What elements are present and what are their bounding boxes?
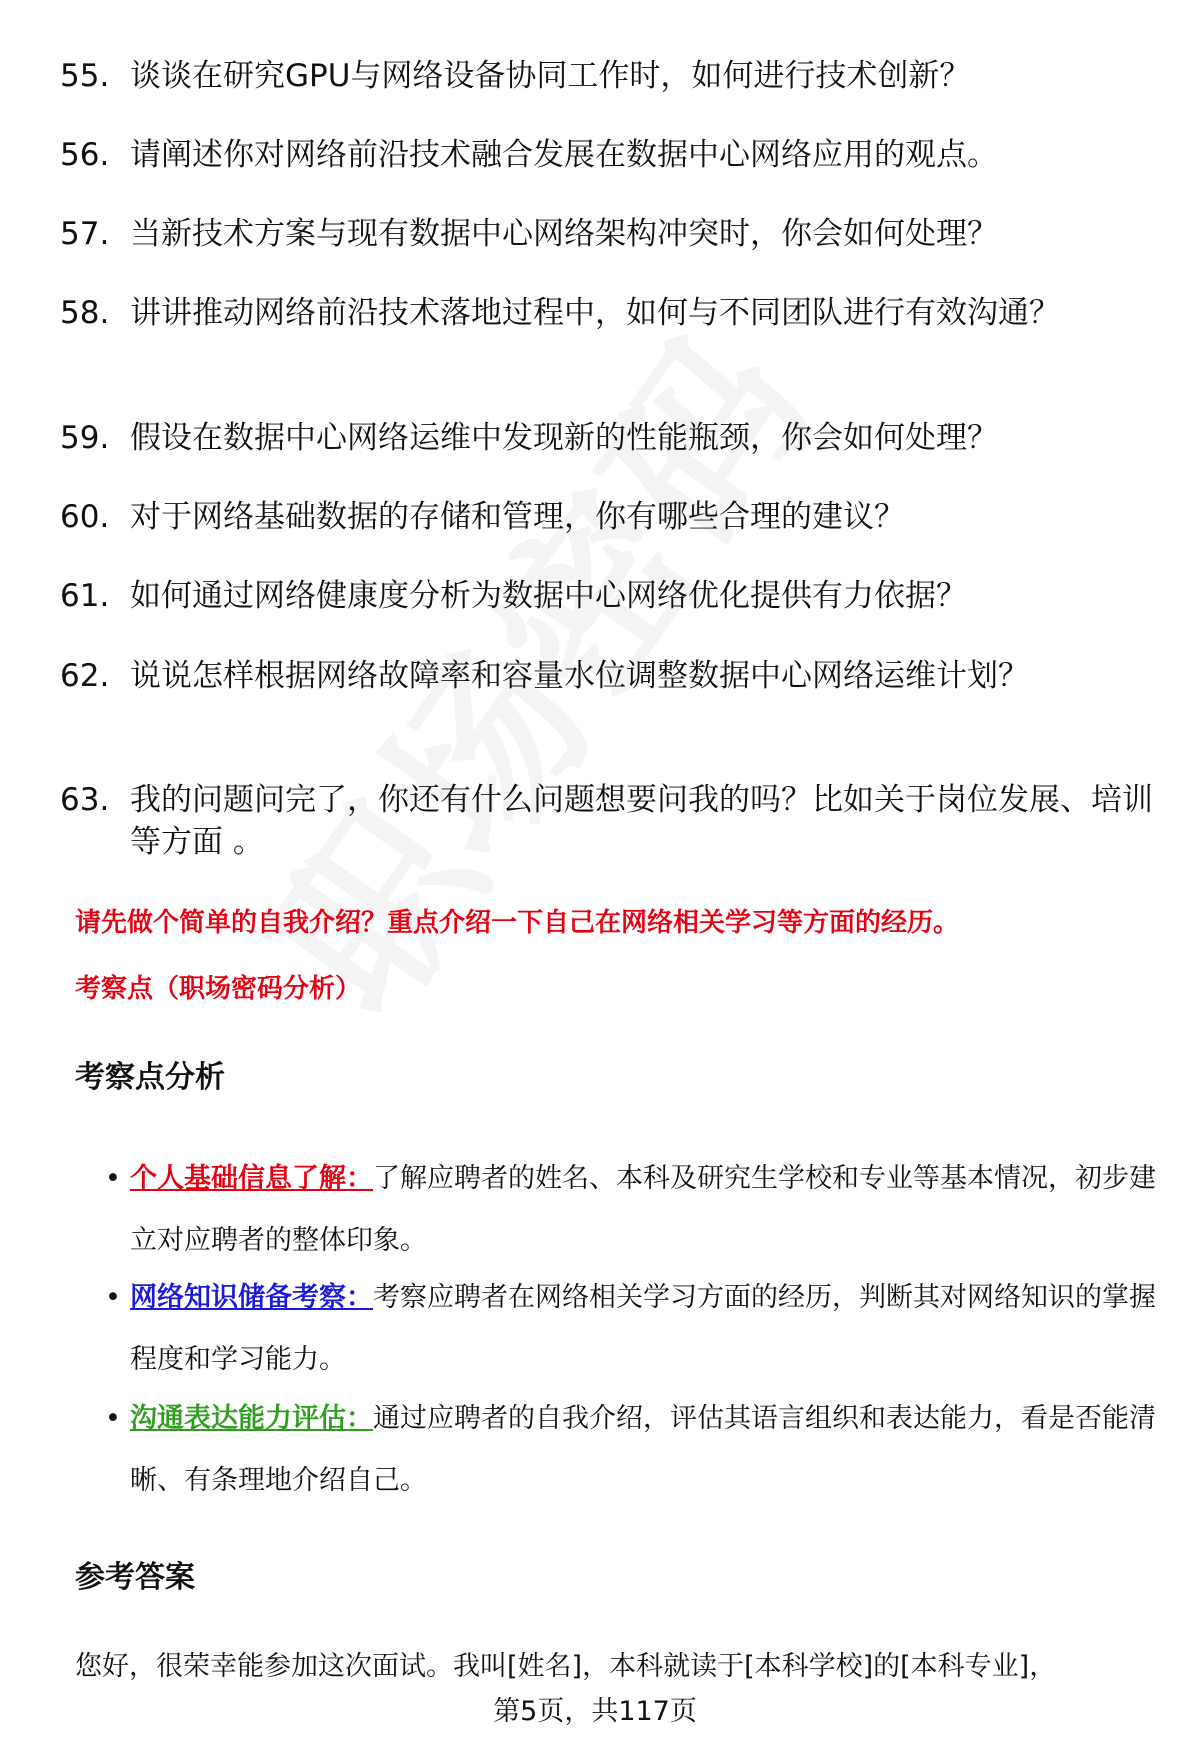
question-number: 62. — [60, 658, 110, 694]
bullet-icon: • — [105, 1163, 121, 1194]
question-number: 59. — [60, 420, 110, 456]
question-text: 讲讲推动网络前沿技术落地过程中，如何与不同团队进行有效沟通？ — [130, 295, 1060, 331]
bullet-icon: • — [105, 1282, 121, 1313]
question-text: 如何通过网络健康度分析为数据中心网络优化提供有力依据？ — [130, 578, 967, 614]
bullet-label: 个人基础信息了解： — [130, 1163, 373, 1194]
exam-point-label: 考察点（职场密码分析） — [75, 974, 362, 1004]
question-number: 58. — [60, 295, 110, 331]
bullet-label: 沟通表达能力评估： — [130, 1403, 373, 1434]
question-number: 61. — [60, 578, 110, 614]
question-item — [60, 496, 1160, 538]
question-number: 60. — [60, 499, 110, 535]
question-item — [60, 292, 1160, 334]
question-text: 说说怎样根据网络故障率和容量水位调整数据中心网络运维计划？ — [130, 658, 1029, 694]
bullet-item — [105, 1388, 1165, 1512]
question-item — [60, 213, 1160, 255]
question-text: 我的问题问完了，你还有什么问题想要问我的吗？比如关于岗位发展、培训等方面 。 — [130, 782, 1153, 860]
bullet-label: 网络知识储备考察： — [130, 1282, 373, 1313]
analysis-heading: 考察点分析 — [75, 1060, 225, 1095]
question-number: 56. — [60, 137, 110, 173]
question-text: 当新技术方案与现有数据中心网络架构冲突时，你会如何处理？ — [130, 216, 998, 252]
question-text: 谈谈在研究GPU与网络设备协同工作时，如何进行技术创新？ — [130, 58, 971, 94]
bullet-text: 考察应聘者在网络相关学习方面的经历，判断其对网络知识的掌握程度和学习能力。 — [130, 1282, 1156, 1375]
question-number: 57. — [60, 216, 110, 252]
question-text: 假设在数据中心网络运维中发现新的性能瓶颈，你会如何处理？ — [130, 420, 998, 456]
bullet-text: 通过应聘者的自我介绍，评估其语言组织和表达能力，看是否能清晰、有条理地介绍自己。 — [130, 1403, 1156, 1496]
question-text: 对于网络基础数据的存储和管理，你有哪些合理的建议？ — [130, 499, 905, 535]
question-item — [60, 55, 1160, 97]
question-text: 请阐述你对网络前沿技术融合发展在数据中心网络应用的观点。 — [130, 137, 998, 173]
question-item — [60, 417, 1160, 459]
question-number: 55. — [60, 58, 110, 94]
question-item — [60, 655, 1160, 697]
featured-question: 请先做个简单的自我介绍？重点介绍一下自己在网络相关学习等方面的经历。 — [75, 908, 960, 938]
bullet-icon: • — [105, 1403, 121, 1434]
question-number: 63. — [60, 782, 110, 818]
bullet-text: 了解应聘者的姓名、本科及研究生学校和专业等基本情况，初步建立对应聘者的整体印象。 — [130, 1163, 1156, 1256]
question-item — [60, 134, 1160, 176]
answer-heading: 参考答案 — [75, 1560, 195, 1595]
page-footer: 第5页，共117页 — [493, 1696, 697, 1727]
bullet-item — [105, 1267, 1165, 1391]
bullet-item — [105, 1148, 1165, 1272]
question-item — [60, 779, 1160, 863]
answer-text: 您好，很荣幸能参加这次面试。我叫[姓名]，本科就读于[本科学校]的[本科专业]， — [75, 1651, 1057, 1682]
question-item — [60, 575, 1160, 617]
